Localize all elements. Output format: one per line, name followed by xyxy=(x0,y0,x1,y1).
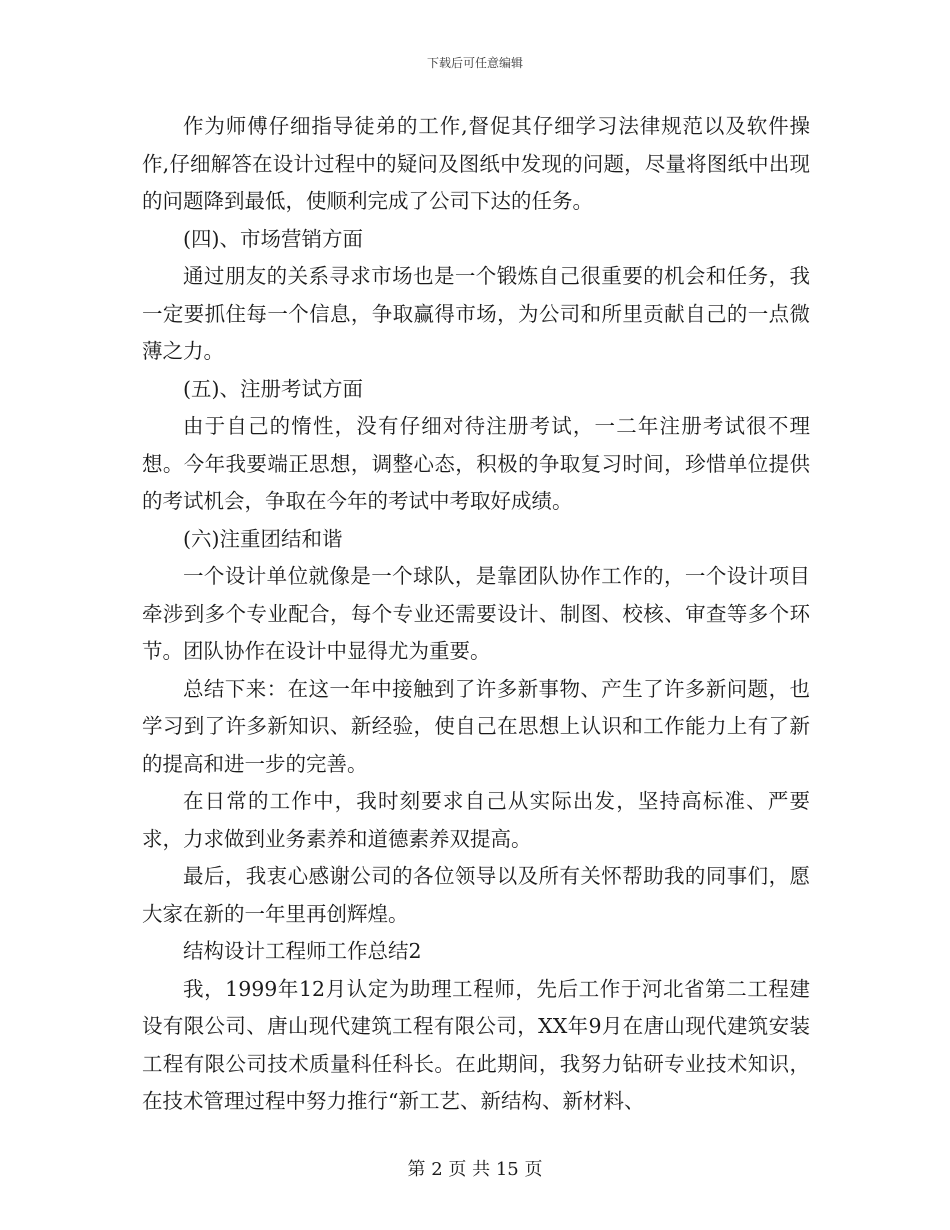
paragraph: 总结下来：在这一年中接触到了许多新事物、产生了许多新问题，也学习到了许多新知识、新经验，使自己在思想上认识和工作能力上有了新的提高和进一步的完善。 xyxy=(142,676,810,776)
section-heading: (四)、市场营销方面 xyxy=(183,226,363,251)
page-number: 第 2 页 共 15 页 xyxy=(407,1159,543,1180)
section-heading: (五)、注册考试方面 xyxy=(183,376,363,401)
paragraph: 通过朋友的关系寻求市场也是一个锻炼自己很重要的机会和任务，我一定要抓住每一个信息，争取赢得市场，为公司和所里贡献自己的一点微薄之力。 xyxy=(142,264,810,363)
page-header: 下载后可任意编辑 xyxy=(426,56,523,70)
document-title: 结构设计工程师工作总结2 xyxy=(183,939,422,963)
paragraph: 一个设计单位就像是一个球队，是靠团队协作工作的，一个设计项目牵涉到多个专业配合，每个专业还需要设计、制图、校核、审查等多个环节。团队协作在设计中显得尤为重要。 xyxy=(142,564,810,663)
paragraph: 由于自己的惰性，没有仔细对待注册考试，一二年注册考试很不理想。今年我要端正思想，调整心态，积极的争取复习时间，珍惜单位提供的考试机会，争取在今年的考试中考取好成绩。 xyxy=(142,414,810,513)
paragraph: 在日常的工作中，我时刻要求自己从实际出发，坚持高标准、严要求，力求做到业务素养和道德素养双提高。 xyxy=(142,789,810,851)
paragraph: 最后，我衷心感谢公司的各位领导以及所有关怀帮助我的同事们，愿大家在新的一年里再创辉煌。 xyxy=(142,864,810,926)
document-body xyxy=(142,108,810,1121)
section-heading: (六)注重团结和谐 xyxy=(183,526,343,551)
paragraph: 作为师傅仔细指导徒弟的工作,督促其仔细学习法律规范以及软件操作,仔细解答在设计过程中的疑问及图纸中发现的问题，尽量将图纸中出现的问题降到最低，使顺利完成了公司下达的任务。 xyxy=(142,114,810,213)
paragraph: 我，1999年12月认定为助理工程师，先后工作于河北省第二工程建设有限公司、唐山现代建筑工程有限公司，XX年9月在唐山现代建筑安装工程有限公司技术质量科任科长。在此期间，我努力钻研专业技术知识，在技术管理过程中努力推行“新工艺、新结构、新材料、 xyxy=(142,976,810,1113)
